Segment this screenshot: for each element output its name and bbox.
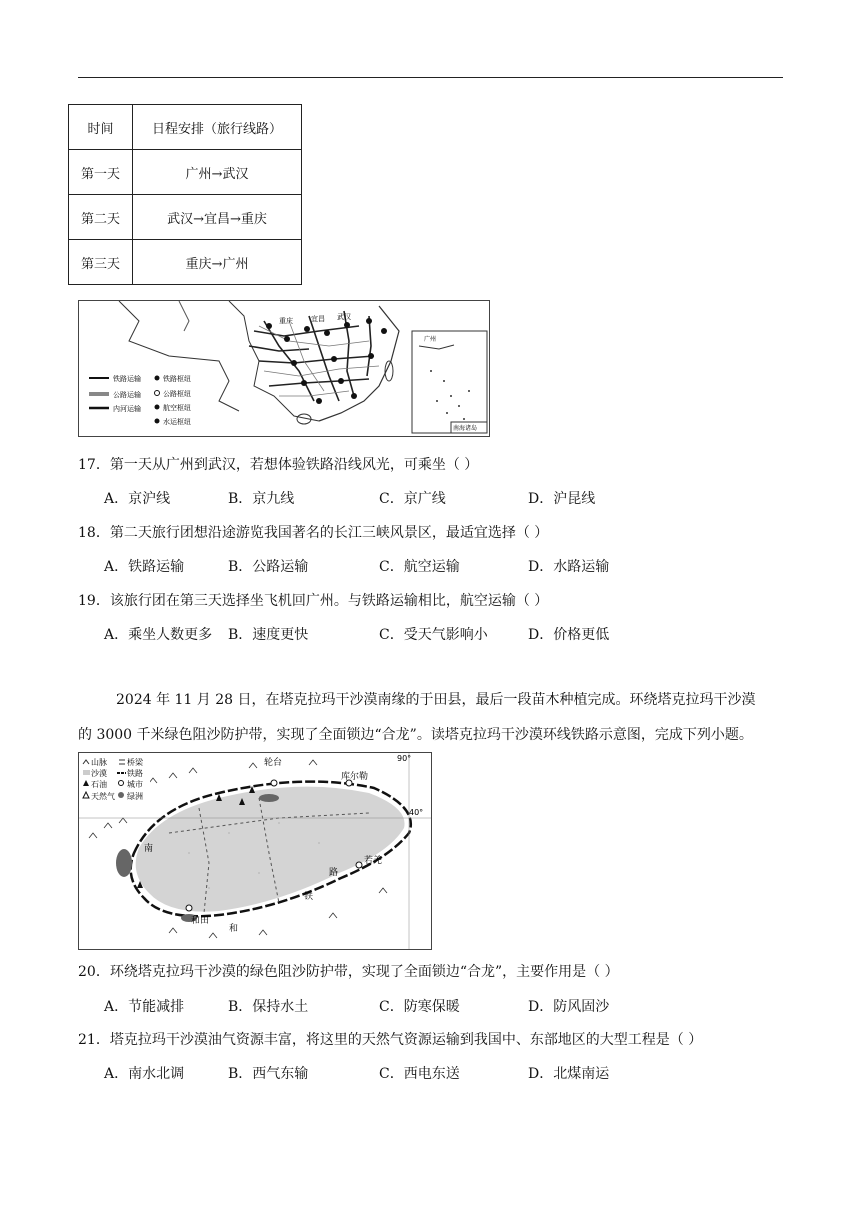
day-cell: 第三天	[69, 240, 133, 285]
label-lon-90: 90°	[397, 754, 412, 763]
inset-label-guangzhou: 广州	[424, 336, 437, 343]
label-luntai: 轮台	[264, 758, 283, 768]
map2-legend	[80, 754, 150, 806]
option-b[interactable]: B．公路运输	[228, 559, 309, 575]
option-a[interactable]: A．乘坐人数更多	[104, 627, 213, 643]
label-ruoqiang: 若羌	[364, 856, 383, 866]
label-tie: 铁	[304, 892, 314, 902]
legend-rail-hub: 铁路枢纽	[163, 375, 191, 383]
table-row	[69, 195, 302, 240]
label-korla: 库尔勒	[341, 772, 369, 782]
table-row	[69, 240, 302, 285]
option-c[interactable]: C．航空运输	[379, 559, 460, 575]
table-row	[69, 150, 302, 195]
taklamakan-map	[78, 752, 432, 950]
option-a[interactable]: A．铁路运输	[104, 559, 185, 575]
route-cell: 广州→武汉	[133, 150, 302, 195]
day-cell: 第一天	[69, 150, 133, 195]
question-18: 18．第二天旅行团想沿途游览我国著名的长江三峡风景区，最适宜选择（ ）	[78, 525, 549, 541]
option-b[interactable]: B．西气东输	[228, 1066, 309, 1082]
question-19-options	[104, 624, 824, 644]
option-b[interactable]: B．京九线	[228, 491, 295, 507]
option-a[interactable]: A．京沪线	[104, 491, 171, 507]
option-d[interactable]: D．北煤南运	[528, 1066, 610, 1082]
option-c[interactable]: C．受天气影响小	[379, 627, 488, 643]
question-20: 20．环绕塔克拉玛干沙漠的绿色阻沙防护带，实现了全面锁边“合龙”，主要作用是（ ）	[78, 964, 619, 980]
label-he: 和	[229, 924, 239, 934]
passage-line-1: 2024 年 11 月 28 日，在塔克拉玛干沙漠南缘的于田县，最后一段苗木种植完成。环绕塔克拉玛干沙漠	[116, 692, 756, 708]
legend-railway: 铁路	[127, 769, 143, 778]
option-b[interactable]: B．保持水土	[228, 999, 309, 1015]
header-rule	[78, 77, 783, 78]
option-d[interactable]: D．价格更低	[528, 627, 610, 643]
legend-bridge: 桥梁	[127, 758, 143, 767]
legend-oasis: 绿洲	[127, 792, 143, 801]
option-d[interactable]: D．防风固沙	[528, 999, 610, 1015]
legend-city: 城市	[127, 780, 143, 789]
label-nan: 南	[144, 844, 154, 854]
legend-highway: 公路运输	[113, 391, 141, 399]
route-cell: 武汉→宜昌→重庆	[133, 195, 302, 240]
question-21: 21．塔克拉玛干沙漠油气资源丰富，将这里的天然气资源运输到我国中、东部地区的大型工程是（ ）	[78, 1032, 703, 1048]
label-yichang: 宜昌	[311, 315, 325, 323]
option-d[interactable]: D．沪昆线	[528, 491, 596, 507]
map1-legend	[89, 374, 191, 426]
option-a[interactable]: A．南水北调	[104, 1066, 185, 1082]
transport-map	[78, 300, 490, 437]
label-wuhan: 武汉	[337, 313, 351, 321]
legend-oil: 石油	[91, 780, 107, 789]
question-17-options	[104, 488, 824, 508]
legend-railway: 铁路运输	[113, 375, 141, 383]
table-header-row	[69, 105, 302, 150]
header-route: 日程安排（旅行线路）	[133, 105, 302, 150]
day-cell: 第二天	[69, 195, 133, 240]
option-a[interactable]: A．节能减排	[104, 999, 185, 1015]
legend-gas: 天然气	[91, 792, 115, 801]
question-18-options	[104, 556, 824, 576]
legend-water-hub: 水运枢纽	[163, 418, 191, 426]
passage-line-2: 的 3000 千米绿色阻沙防护带，实现了全面锁边“合龙”。读塔克拉玛干沙漠环线铁路示意图，完成下列小题。	[78, 727, 753, 743]
legend-air-hub: 航空枢纽	[163, 404, 191, 412]
option-c[interactable]: C．西电东送	[379, 1066, 460, 1082]
question-21-options	[104, 1063, 824, 1083]
legend-road-hub: 公路枢纽	[163, 390, 191, 398]
option-c[interactable]: C．防寒保暖	[379, 999, 460, 1015]
question-17: 17．第一天从广州到武汉，若想体验铁路沿线风光，可乘坐（ ）	[78, 457, 479, 473]
question-19: 19．该旅行团在第三天选择坐飞机回广州。与铁路运输相比，航空运输（ ）	[78, 593, 549, 609]
transport-map-svg	[79, 301, 489, 436]
option-b[interactable]: B．速度更快	[228, 627, 309, 643]
header-time: 时间	[69, 105, 133, 150]
option-d[interactable]: D．水路运输	[528, 559, 610, 575]
legend-mountain: 山脉	[91, 758, 107, 767]
label-hetian: 和田	[191, 916, 210, 926]
label-chongqing: 重庆	[279, 317, 293, 325]
legend-inland-water: 内河运输	[113, 405, 141, 413]
label-lu: 路	[329, 868, 339, 878]
option-c[interactable]: C．京广线	[379, 491, 446, 507]
question-20-options	[104, 996, 824, 1016]
route-cell: 重庆→广州	[133, 240, 302, 285]
inset-south-china-sea: 南海诸岛	[453, 425, 478, 432]
taklamakan-map-svg	[79, 753, 431, 949]
schedule-table	[68, 104, 302, 285]
label-lat-40: 40°	[409, 808, 424, 817]
legend-desert: 沙漠	[91, 769, 107, 778]
